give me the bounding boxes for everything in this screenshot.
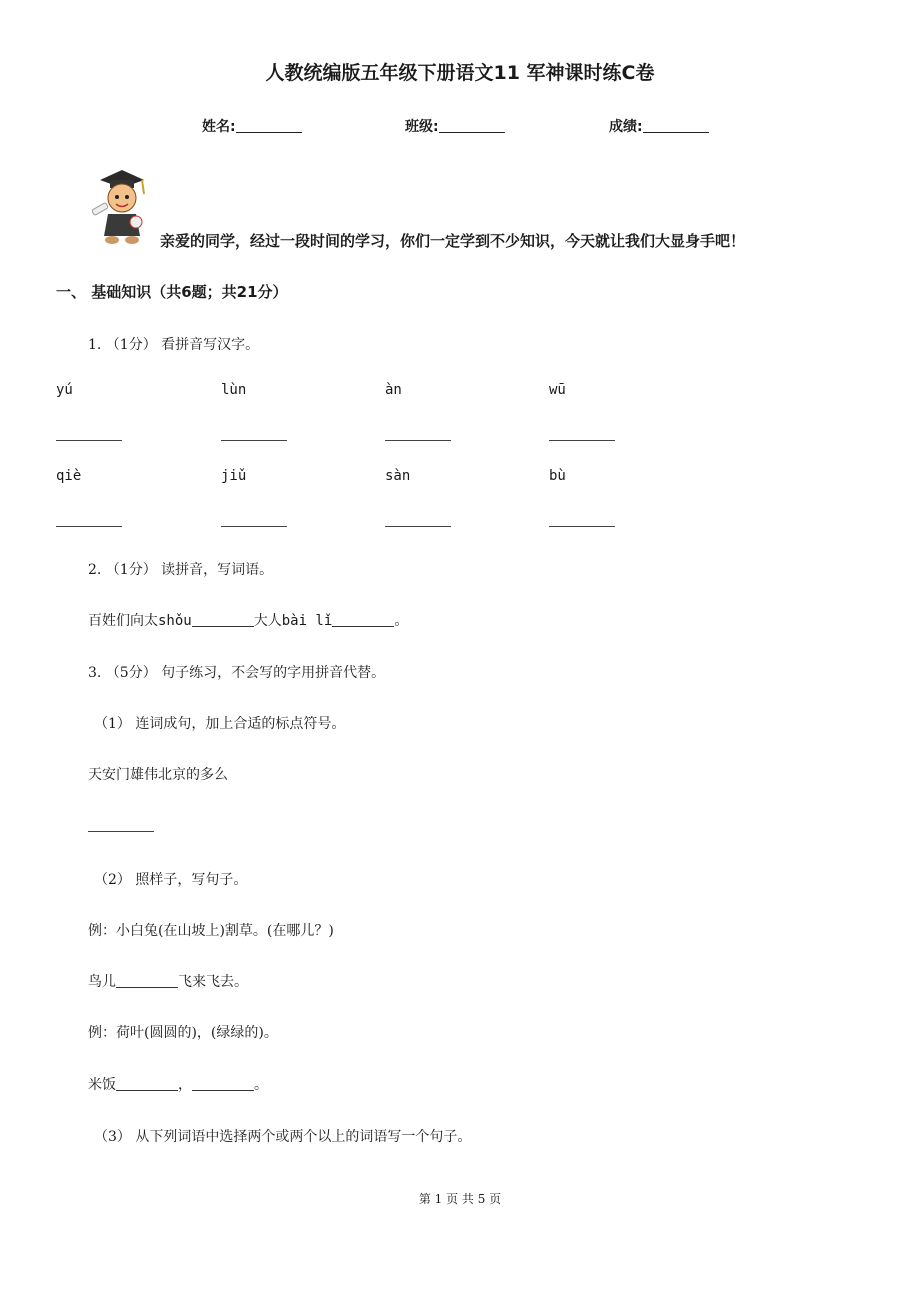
pinyin-bu: bù [549, 468, 566, 484]
pinyin-lun: lùn [221, 382, 247, 398]
pinyin-san: sàn [385, 468, 411, 484]
q3-fill-2-sep: ， [178, 1077, 192, 1093]
q3-fill-1-b: 飞来飞去。 [178, 974, 248, 990]
mascot-illustration [86, 166, 150, 246]
q2-pinyin-a: shǒu [158, 613, 192, 629]
answer-blank[interactable] [192, 1076, 254, 1091]
class-label: 班级: [405, 119, 439, 135]
name-label: 姓名: [202, 119, 236, 135]
pinyin-jiu: jiǔ [221, 468, 247, 484]
q2-text-a: 百姓们向太 [88, 613, 158, 629]
score-label: 成绩: [609, 119, 643, 135]
name-blank[interactable] [236, 118, 302, 133]
q3-fill-1-a: 鸟儿 [88, 974, 116, 990]
q3-fill-2 [88, 1074, 268, 1094]
pinyin-an: àn [385, 382, 402, 398]
q3-sub3: （3） 从下列词语中选择两个或两个以上的词语写一个句子。 [94, 1129, 472, 1145]
answer-blank[interactable] [549, 526, 615, 527]
q2-text-b: 大人 [253, 613, 282, 629]
q3-sub2: （2） 照样子，写句子。 [94, 872, 248, 888]
question-2-line [88, 610, 408, 630]
q3-example-2: 例：荷叶(圆圆的)，(绿绿的)。 [88, 1025, 278, 1041]
answer-blank[interactable] [116, 1076, 178, 1091]
pinyin-qie: qiè [56, 468, 82, 484]
answer-blank[interactable] [116, 973, 178, 988]
q3-sub1: （1） 连词成句，加上合适的标点符号。 [94, 716, 346, 732]
q3-word-list: 天安门雄伟北京的多么 [88, 767, 228, 783]
class-blank[interactable] [439, 118, 505, 133]
score-blank[interactable] [643, 118, 709, 133]
answer-blank[interactable] [88, 831, 154, 832]
answer-blank[interactable] [332, 612, 394, 627]
class-field [405, 116, 505, 136]
question-2-prompt: 2. （1分） 读拼音，写词语。 [88, 562, 274, 578]
page-title: 人教统编版五年级下册语文11 军神课时练C卷 [265, 62, 655, 84]
q3-fill-2-a: 米饭 [88, 1077, 116, 1093]
question-1-prompt: 1. （1分） 看拼音写汉字。 [88, 337, 260, 353]
pinyin-wu: wū [549, 382, 566, 398]
question-3-prompt: 3. （5分） 句子练习，不会写的字用拼音代替。 [88, 665, 386, 681]
answer-blank[interactable] [192, 612, 254, 627]
page-footer: 第 1 页 共 5 页 [418, 1192, 502, 1206]
pinyin-yu: yú [56, 382, 73, 398]
q3-example-1: 例：小白兔(在山坡上)割草。(在哪儿？) [88, 923, 334, 939]
q3-fill-2-end: 。 [254, 1077, 268, 1093]
answer-blank[interactable] [385, 440, 451, 441]
answer-blank[interactable] [549, 440, 615, 441]
greeting-text: 亲爱的同学，经过一段时间的学习，你们一定学到不少知识，今天就让我们大显身手吧！ [160, 232, 746, 250]
answer-blank[interactable] [221, 440, 287, 441]
q2-pinyin-b: bài lǐ [281, 613, 333, 629]
answer-blank[interactable] [221, 526, 287, 527]
section-heading: 一、 基础知识（共6题；共21分） [56, 283, 288, 301]
answer-blank[interactable] [56, 440, 122, 441]
q2-end: 。 [394, 613, 409, 629]
q3-fill-1 [88, 971, 248, 991]
answer-blank[interactable] [56, 526, 122, 527]
name-field [202, 116, 302, 136]
score-field [609, 116, 709, 136]
answer-blank[interactable] [385, 526, 451, 527]
